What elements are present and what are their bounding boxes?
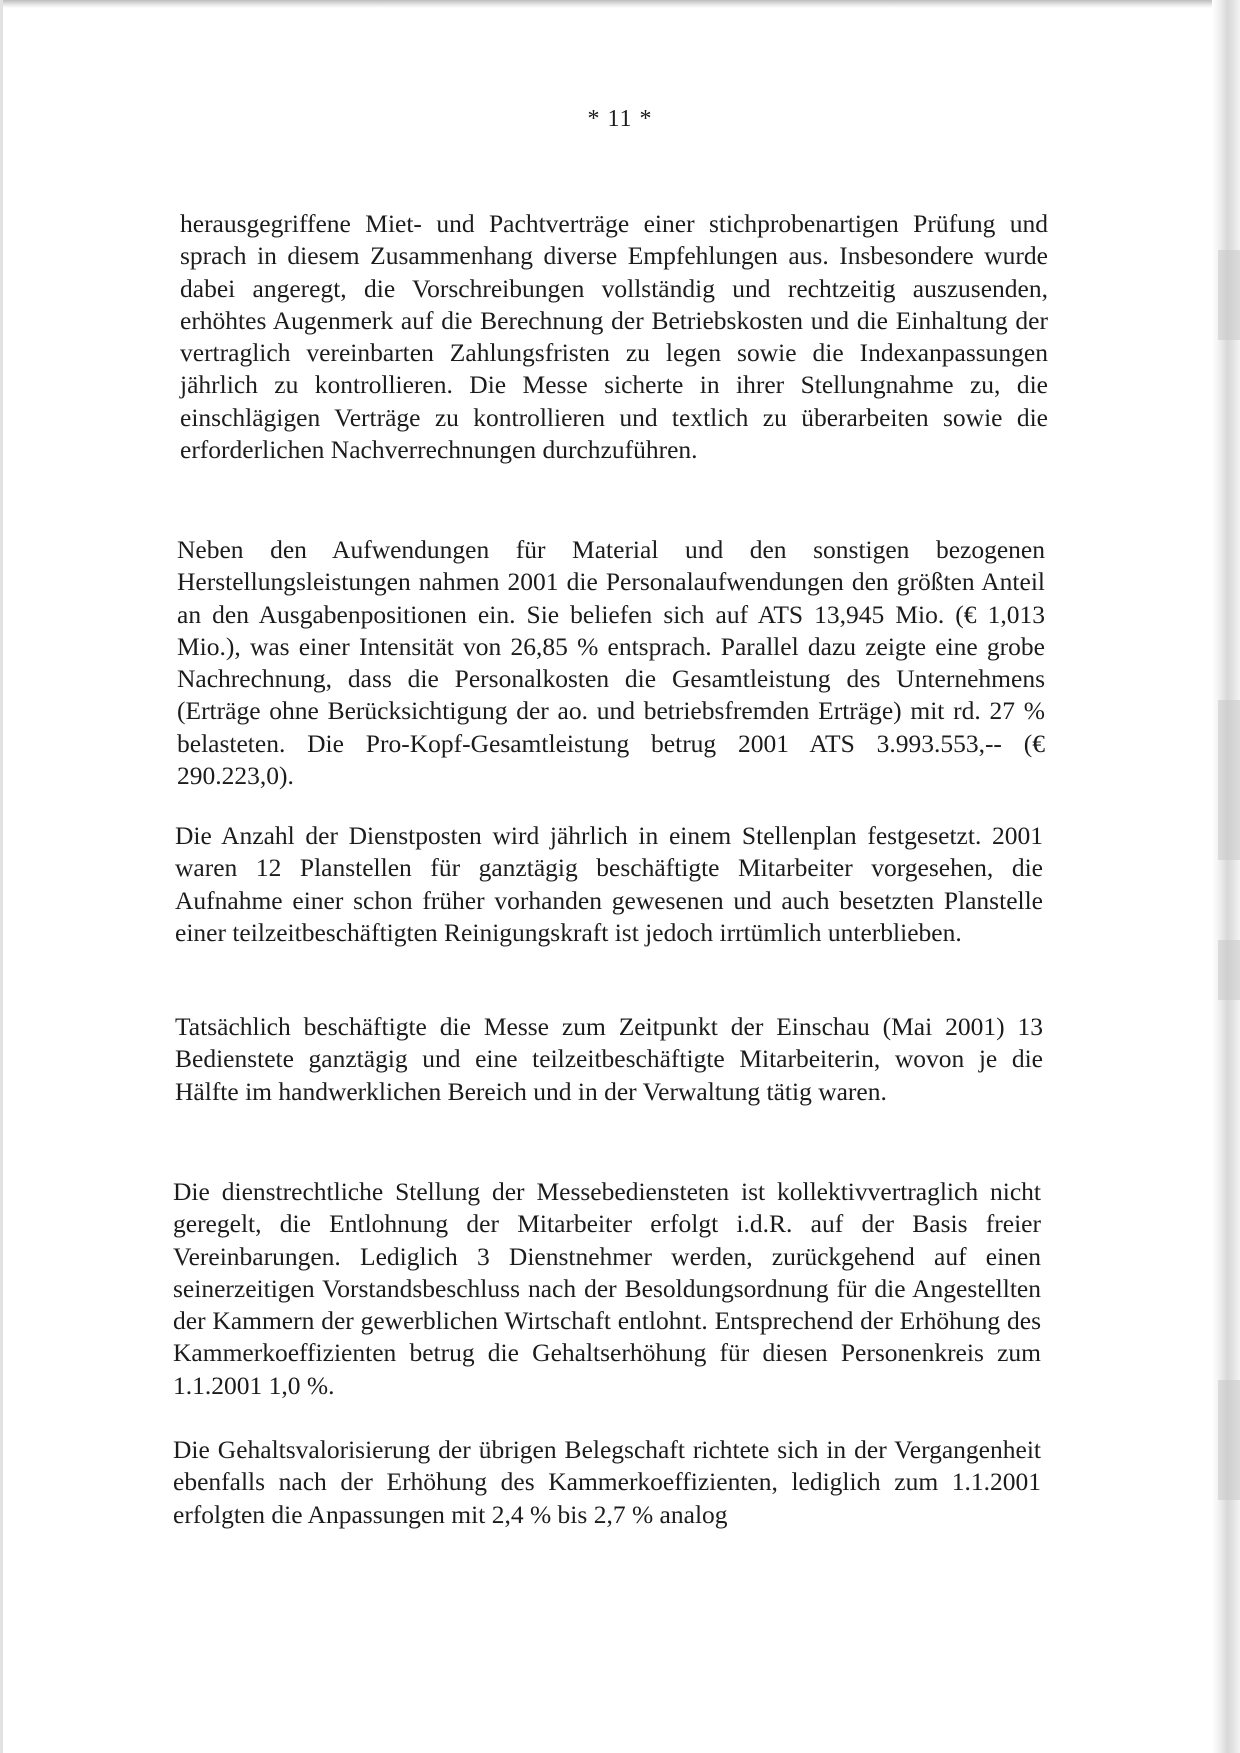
paragraph-salary-adjustment: Die Gehaltsvalorisierung der übrigen Belegschaft richtete sich in der Vergangenheit ebenfalls nach der Erhöhung des Kammerkoeffizienten, lediglich zum 1.1.2001 erfolgten die Anpassungen mit 2,4 % bis 2,7 % analog	[173, 1435, 1041, 1529]
scan-edge-left	[0, 0, 3, 1753]
scan-edge-right	[1212, 0, 1240, 1753]
paragraph-personnel-expenses: Neben den Aufwendungen für Material und den sonstigen bezogenen Herstellungsleistungen nahmen 2001 die Personalaufwendungen den größten Anteil an den Ausgabenpositionen ein. Sie beliefen sich auf ATS 13,945 Mio. (€ 1,013 Mio.), was einer Intensität von 26,85 % entsprach. Parallel dazu zeigte eine grobe Nachrechnung, dass die Personalkosten die Gesamtleistung des Unternehmens (Erträge ohne Berücksichtigung der ao. und betriebsfremden Erträge) mit rd. 27 % belasteten. Die Pro-Kopf-Gesamtleistung betrug 2001 ATS 3.993.553,-- (€ 290.223,0).	[177, 535, 1045, 791]
page-number: * 11 *	[587, 106, 653, 132]
scan-edge-top	[0, 0, 1240, 8]
paragraph-staffing-plan: Die Anzahl der Dienstposten wird jährlich in einem Stellenplan festgesetzt. 2001 waren 12 Planstellen für ganztägig beschäftigte Mitarbeiter vorgesehen, die Aufnahme einer schon früher vorhanden gewesenen und auch besetzten Planstelle einer teilzeitbeschäftigten Reinigungskraft ist jedoch irrtümlich unterblieben.	[175, 821, 1043, 947]
paragraph-rental-contracts: herausgegriffene Miet- und Pachtverträge einer stichprobenartigen Prüfung und sprach in diesem Zusammenhang diverse Empfehlungen aus. Insbesondere wurde dabei angeregt, die Vorschreibungen vollständig und rechtzeitig auszusenden, erhöhtes Augenmerk auf die Berechnung der Betriebskosten und die Einhaltung der vertraglich vereinbarten Zahlungsfristen zu legen sowie die Indexanpassungen jährlich zu kontrollieren. Die Messe sicherte in ihrer Stellungnahme zu, die einschlägigen Verträge zu kontrollieren und textlich zu überarbeiten sowie die erforderlichen Nachverrechnungen durchzuführen.	[180, 209, 1048, 465]
paragraph-actual-employees: Tatsächlich beschäftigte die Messe zum Zeitpunkt der Einschau (Mai 2001) 13 Bedienstete ganztägig und eine teilzeitbeschäftigte Mitarbeiterin, wovon je die Hälfte im handwerklichen Bereich und in der Verwaltung tätig waren.	[175, 1012, 1043, 1106]
paragraph-employment-terms: Die dienstrechtliche Stellung der Messebediensteten ist kollektivvertraglich nicht geregelt, die Entlohnung der Mitarbeiter erfolgt i.d.R. auf der Basis freier Vereinbarungen. Lediglich 3 Dienstnehmer werden, zurückgehend auf einen seinerzeitigen Vorstandsbeschluss nach der Besoldungsordnung für die Angestellten der Kammern der gewerblichen Wirtschaft entlohnt. Entsprechend der Erhöhung des Kammerkoeffizienten betrug die Gehaltserhöhung für diesen Personenkreis zum 1.1.2001 1,0 %.	[173, 1177, 1041, 1400]
